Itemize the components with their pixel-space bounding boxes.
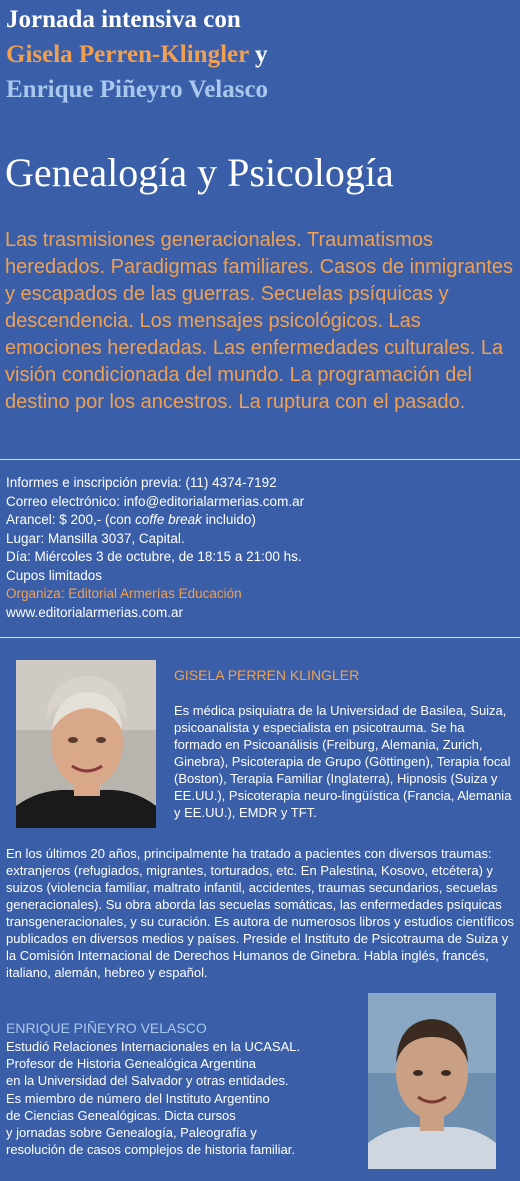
- gisela-photo: [16, 660, 156, 828]
- info-seats: Cupos limitados: [6, 567, 103, 583]
- page-title: Genealogía y Psicología: [5, 150, 394, 195]
- event-header: [6, 2, 516, 107]
- gisela-bio-part-1: Es médica psiquiatra de la Universidad de Basilea, Suiza, psicoanalista y especialista en psicotrauma. Se ha formado en Psicoanálisis (Freiburg, Alemania, Zurich, Ginebra), Psicoterapia de Grupo (Göttingen), Terapia focal (Boston), Terapia Familiar (Inglaterra), Hipnosis (Suiza y EE.UU.), Psicoterapia neuro-lingüística (Francia, Alemania y EE.UU.), EMDR y TFT.: [174, 703, 512, 820]
- speaker-name-2: Enrique Piñeyro Velasco: [6, 76, 269, 103]
- divider-top: [0, 459, 520, 460]
- info-place: Lugar: Mansilla 3037, Capital.: [6, 530, 185, 546]
- topics-paragraph: Las trasmisiones generacionales. Traumatismos heredados. Paradigmas familiares. Casos de inmigrantes y escapados de las guerras. Secuelas psíquicas y descendencia. Los mensajes psicológicos. Las emociones heredadas. Las enfermedades culturales. La visión condicionada del mundo. La programación del destino por los ancestros. La ruptura con el pasado.: [5, 229, 514, 413]
- enrique-heading: ENRIQUE PIÑEYRO VELASCO: [6, 1020, 207, 1036]
- info-fee-italic: coffe break: [135, 512, 202, 527]
- header-line-1: Jornada intensiva con: [6, 6, 241, 33]
- info-phone: Informes e inscripción previa: (11) 4374-7192: [6, 475, 277, 490]
- gisela-bio-part-2: En los últimos 20 años, principalmente ha tratado a pacientes con diversos traumas: extranjeros (refugiados, migrantes, torturados, etc. En Palestina, Kosovo, etcétera) y suizos (violencia familiar, maltrato infantil, accidentes, traumas secundarios, secuelas generacionales). Su obra aborda las secuelas somáticas, las enfermedades psíquicas transgeneracionales, y su curación. Es autora de numerosos libros y estudios científicos publicados en diversos medios y países. Preside el Instituto de Psicotrauma de Suiza y la Comisión Internacional de Derechos Humanos de Ginebra. Habla inglés, francés, italiano, alemán, hebreo y español.: [6, 846, 514, 980]
- info-fee-text-end: incluido): [201, 512, 256, 527]
- info-fee: [6, 511, 304, 530]
- enrique-bio-line: Estudió Relaciones Internacionales en la UCASAL.: [6, 1039, 301, 1054]
- info-organizer: Organiza: Editorial Armerías Educación: [6, 586, 242, 601]
- enrique-photo: [368, 993, 496, 1169]
- enrique-bio-line: resolución de casos complejos de historia familiar.: [6, 1142, 296, 1158]
- enrique-bio-line: Profesor de Historia Genealógica Argentina: [6, 1056, 257, 1072]
- header-line-2: [6, 37, 516, 72]
- enrique-bio-line: Es miembro de número del Instituto Argentino: [6, 1090, 270, 1106]
- enrique-bio: [6, 1038, 361, 1158]
- info-website-link[interactable]: www.editorialarmerias.com.ar: [6, 604, 184, 620]
- enrique-bio-line: de Ciencias Genealógicas. Dicta cursos: [6, 1107, 236, 1123]
- info-fee-text: Arancel: $ 200,- (con: [6, 512, 136, 527]
- gisela-heading: GISELA PERREN KLINGLER: [174, 667, 360, 683]
- info-email: Correo electrónico: info@editorialarmerias.com.ar: [6, 493, 305, 509]
- event-info: [6, 474, 304, 622]
- speaker-name-1: Gisela Perren-Klingler: [6, 41, 249, 68]
- info-date: Día: Miércoles 3 de octubre, de 18:15 a 21:00 hs.: [6, 549, 302, 564]
- header-connector: y: [248, 41, 268, 68]
- enrique-bio-line: y jornadas sobre Genealogía, Paleografía y: [6, 1125, 257, 1141]
- enrique-bio-line: en la Universidad del Salvador y otras entidades.: [6, 1073, 289, 1089]
- divider-bottom: [0, 637, 520, 638]
